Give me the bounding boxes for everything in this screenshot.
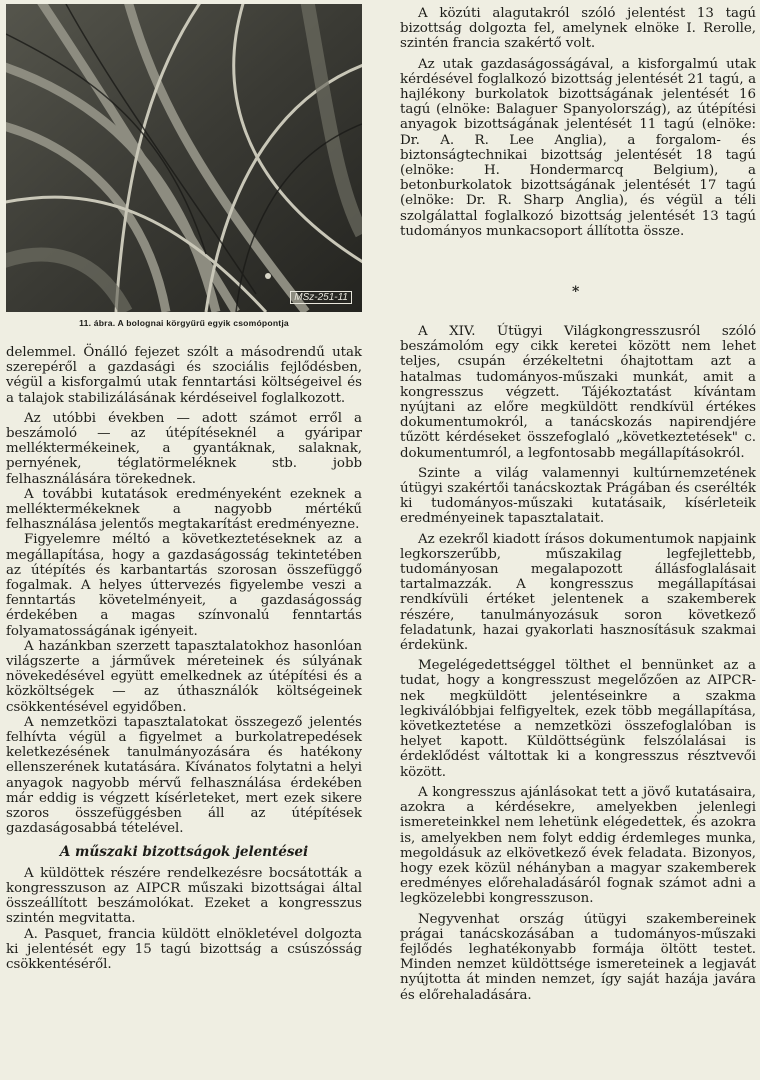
paragraph: A további kutatások eredményeként ezeknek a melléktermékeknek a nagyobb mértékű felhasználása jelentős megtakarítást eredményezne. — [6, 486, 362, 533]
paragraph: Szinte a világ valamennyi kultúrnemzetének útügyi szakértői tanácskoztak Prágában és cserélték ki tudományos-műszaki kutatásaik, kísérleteik eredményeinek tapasztalatait. — [400, 465, 756, 527]
right-column-bottom — [400, 324, 756, 1003]
photo-stamp: MSz-251-11 — [290, 291, 352, 304]
paragraph: delemmel. Önálló fejezet szólt a másodrendű utak szerepéről a gazdasági és szociális fejlődésben, végül a kisforgalmú utak fenntartási költségeivel és a talajok stabilizálásának kérdéseivel foglalkozott. — [6, 345, 362, 406]
left-column — [6, 345, 362, 972]
paragraph: Az utóbbi években — adott számot erről a beszámoló — az útépítéseknél a gyáripar melléktermékeinek, a gyantáknak, salaknak, pernyének, téglatörmeléknek stb. jobb felhasználására törekednek. — [6, 410, 362, 487]
right-column-top — [400, 6, 756, 239]
paragraph: A közúti alagutakról szóló jelentést 13 tagú bizottság dolgozta fel, amelynek elnöke I. Rerolle, szintén francia szakértő volt. — [400, 6, 756, 52]
section-separator: * — [572, 284, 580, 300]
paragraph: A nemzetközi tapasztalatokat összegező jelentés felhívta végül a figyelmet a burkolatrepedések keletkezésének tanulmányozására és hatékony ellenszerének kutatására. Kívánatos folytatni a helyi anyagok nagyobb mérvű felhasználása érdekében már eddig is végzett kísérleteket, mert ezek sikere szoros összefüggésben áll az útépítések gazdaságosabbá tételével. — [6, 714, 362, 837]
figure-caption: 11. ábra. A bolognai körgyűrű egyik csomópontja — [79, 318, 289, 328]
paragraph: Megelégedettséggel tölthet el bennünket az a tudat, hogy a kongresszust megelőzően az AIPCR-nek megküldött jelentéseinkre a szakma legkiválóbbjai felfigyeltek, ezek több megállapítása, következtetése a nemzetközi összefoglalóban is helyet kapott. Küldöttségünk felszólalásai is érdeklődést váltottak ki a kongresszus résztvevői között. — [400, 658, 756, 780]
paragraph: Az ezekről kiadott írásos dokumentumok napjaink legkorszerűbb, műszakilag legfejlettebb, tudományosan megalapozott állásfoglalásait tartalmazzák. A kongresszus megállapításai rendkívüli értéket jelentenek a szakemberek részére, tanulmányozásuk soron következő feladatunk, hazai gyakorlati hasznosításuk szakmai érdekünk. — [400, 531, 756, 654]
interchange-photo — [6, 4, 362, 312]
paragraph: Negyvenhat ország útügyi szakembereinek prágai tanácskozásában a tudományos-műszaki fejlődés leghatékonyabb formája öltött testet. Minden nemzet küldöttsége ismereteinek a legjavát nyújtotta át minden nemzet, így saját hazája javára és előrehaladására. — [400, 911, 756, 1003]
paragraph: A kongresszus ajánlásokat tett a jövő kutatásaira, azokra a kérdésekre, amelyekben jelenlegi ismereteinkkel nem lehetünk elégedettek, és azokra is, amelyekben nem folyt eddig érdemleges munka, megoldásuk az elkövetkező évek feladata. Bizonyos, hogy ezek közül néhányban a magyar szakemberek eredményes előrehaladásáról fognak számot adni a legközelebbi kongresszuson. — [400, 784, 756, 907]
interchange-photo-drawing — [6, 4, 362, 312]
paragraph: A hazánkban szerzett tapasztalatokhoz hasonlóan világszerte a járművek méreteinek és súlyának növekedésével együtt emelkednek az útépítési és a közköltségek — az úthasználók költségeinek csökkentésével egyidőben. — [6, 638, 362, 715]
section-heading: A műszaki bizottságok jelentései — [59, 843, 309, 860]
paragraph: A XIV. Útügyi Világkongresszusról szóló beszámolóm egy cikk keretei között nem lehet teljes, csupán érzékeltetni óhajtottam azt a hatalmas tudományos-műszaki munkát, amit a kongresszus végzett. Tájékoztatást kívántam nyújtani az előre megküldött rendkívül értékes dokumentumokról, a tanácskozás napirendjére tűzött kérdéseket összefoglaló „következtetések" c. dokumentumról, a legfontosabb megállapításokról. — [400, 324, 756, 461]
paragraph: Figyelemre méltó a következtetéseknek az a megállapítása, hogy a gazdaságosság tekintetében az útépítés és karbantartás szorosan összefüggő fogalmak. A helyes úttervezés figyelembe veszi a fenntartás követelményeit, a gazdaságosság érdekében a magas színvonalú fenntartás folyamatosságának igényeit. — [6, 532, 362, 639]
paragraph: A küldöttek részére rendelkezésre bocsátották a kongresszuson az AIPCR műszaki bizottságai által összeállított beszámolókat. Ezeket a kongresszus szintén megvitatta. — [6, 865, 362, 927]
paragraph: Az utak gazdaságosságával, a kisforgalmú utak kérdésével foglalkozó bizottság jelentését 21 tagú, a hajlékony burkolatok bizottságának jelentését 16 tagú (elnöke: Balaguer Spanyolország), az útépítési anyagok bizottságának jelentését 11 tagú (elnöke: Dr. A. R. Lee Anglia), a forgalom- és biztonságtechnikai bizottság jelentését 18 tagú (elnöke: H. Hondermarcq Belgium), a betonburkolatok bizottságának jelentését 17 tagú (elnöke: Dr. R. Sharp Anglia), és végül a téli szolgálattal foglalkozó bizottság jelentését 13 tagú tudományos munkacsoport állította össze. — [400, 56, 756, 239]
paragraph: A. Pasquet, francia küldött elnökletével dolgozta ki jelentését egy 15 tagú bizottság a csúszósság csökkentéséről. — [6, 926, 362, 972]
